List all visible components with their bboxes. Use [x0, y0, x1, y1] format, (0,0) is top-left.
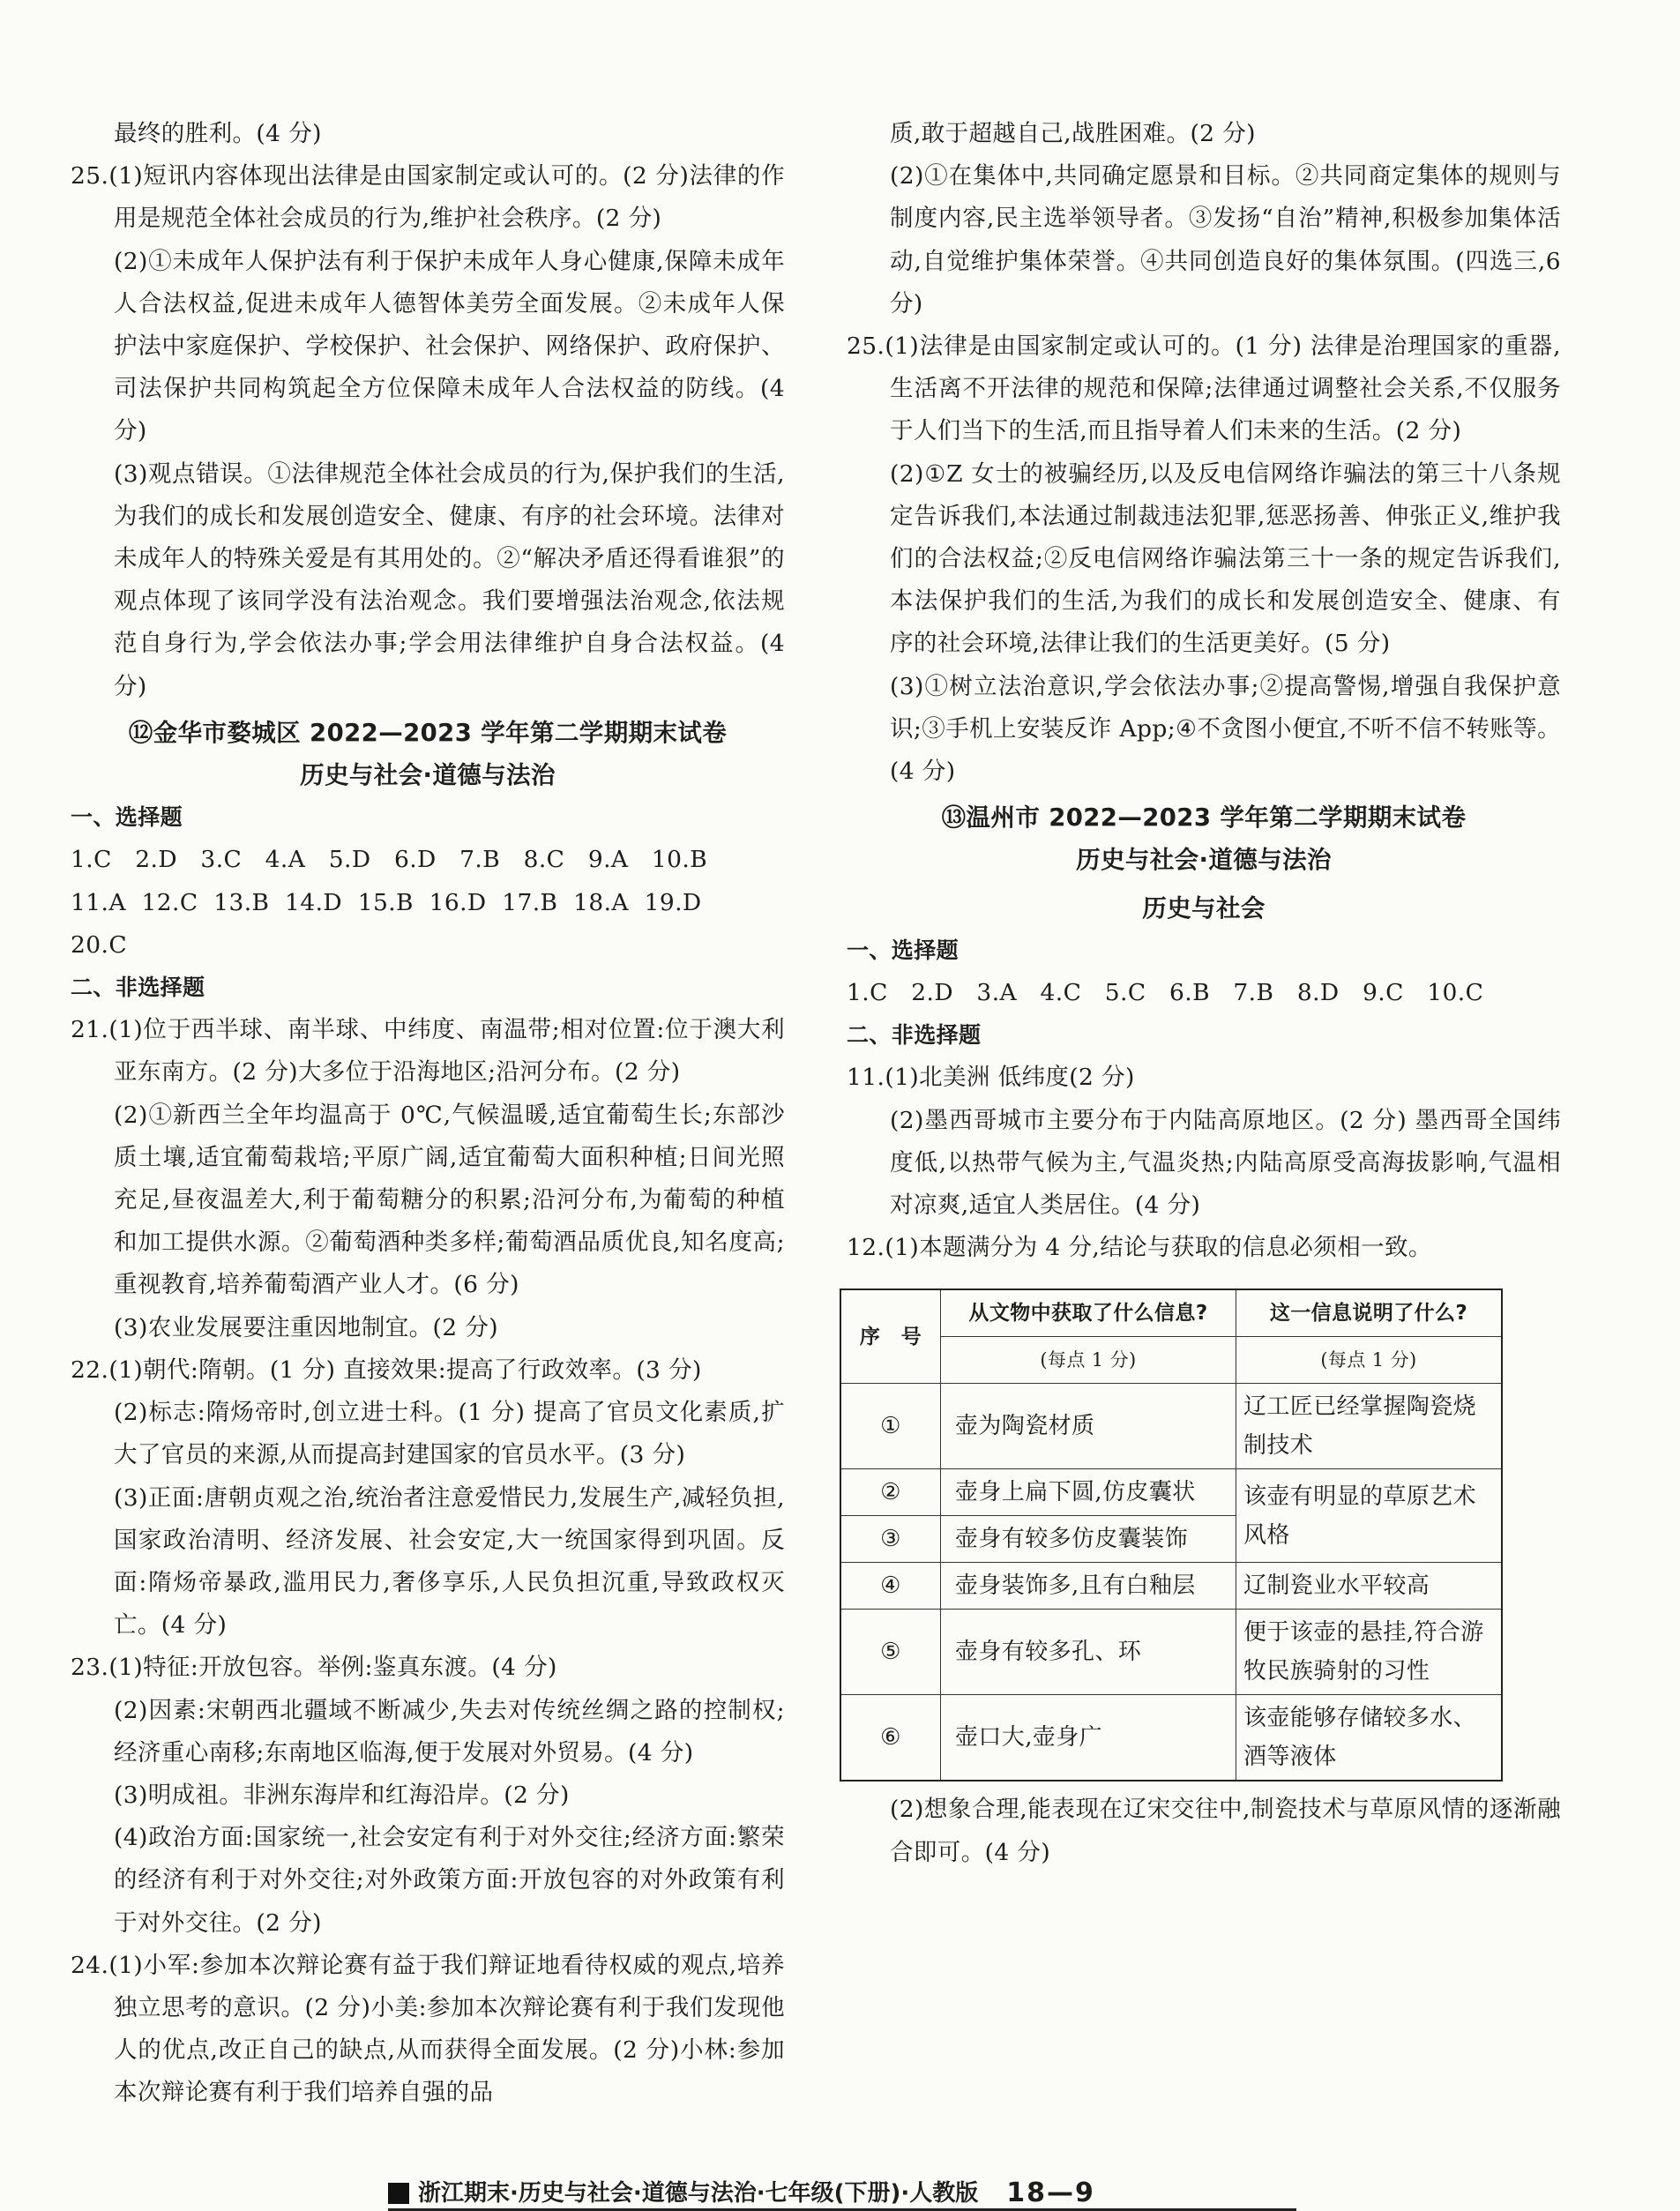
answer-paragraph: 质,敢于超越自己,战胜困难。(2 分) — [890, 120, 1256, 147]
answer-paragraph: (2)①在集体中,共同确定愿景和目标。②共同商定集体的规则与制度内容,民主选举领导者。③发扬“自治”精神,积极参加集体活动,自觉维护集体荣誉。④共同创造良好的集体氛围。(四选三,6 分) — [890, 162, 1561, 317]
answer-paragraph: 24.(1)小军:参加本次辩论赛有益于我们辩证地看待权威的观点,培养独立思考的意识。(2 分)小美:参加本次辩论赛有利于我们发现他人的优点,改正自己的缺点,从而获得全面发展。(2 分)小林:参加本次辩论赛有利于我们培养自强的品 — [71, 1951, 785, 2107]
left-column — [71, 113, 785, 2115]
section-13-subtitle: 历史与社会·道德与法治 — [1076, 846, 1332, 875]
table-header-no: 序 号 — [840, 1289, 941, 1384]
section-12-free-heading: 二、非选择题 — [71, 975, 205, 1001]
answer-paragraph: (3)正面:唐朝贞观之治,统治者注意爱惜民力,发展生产,减轻负担,国家政治清明、经济发展、社会安定,大一统国家得到巩固。反面:隋炀帝暴政,滥用民力,奢侈享乐,人民负担沉重,导致政权灭亡。(4 分) — [114, 1483, 785, 1640]
mcq-answers-line: 1.C 2.D 3.C 4.A 5.D 6.D 7.B 8.C 9.A 10.B — [71, 846, 708, 874]
answer-paragraph: (2)想象合理,能表现在辽宋交往中,制瓷技术与草原风情的逐渐融合即可。(4 分) — [890, 1796, 1561, 1866]
answer-paragraph: 22.(1)朝代:隋朝。(1 分) 直接效果:提高了行政效率。(3 分) — [71, 1356, 702, 1384]
answer-paragraph: (4)政治方面:国家统一,社会安定有利于对外交往;经济方面:繁荣的经济有利于对外交往;对外政策方面:开放包容的对外政策有利于对外交往。(2 分) — [114, 1824, 785, 1937]
left-answers-top — [71, 113, 785, 708]
answer-paragraph: 25.(1)法律是由国家制定或认可的。(1 分) 法律是治理国家的重器,生活离不开法律的规范和保障;法律通过调整社会关系,不仅服务于人们当下的生活,而且指导着人们未来的生活。(2 分) — [847, 332, 1561, 445]
answer-paragraph: (2)因素:宋朝西北疆域不断减少,失去对传统丝绸之路的控制权;经济重心南移;东南地区临海,便于发展对外贸易。(4 分) — [114, 1696, 785, 1767]
section-12-title: ⑫金华市婺城区 2022—2023 学年第二学期期末试卷 — [128, 718, 728, 747]
row-info: 壶身有较多仿皮囊装饰 — [941, 1516, 1236, 1563]
page-number: 18—9 — [1006, 2177, 1095, 2208]
answer-paragraph: (2)①新西兰全年均温高于 0℃,气候温暖,适宜葡萄生长;东部沙质土壤,适宜葡萄栽培;平原广阔,适宜葡萄大面积种植;日间光照充足,昼夜温差大,利于葡萄糖分的积累;沿河分布,为葡萄的种植和加工提供水源。②葡萄酒种类多样;葡萄酒品质优良,知名度高;重视教育,培养葡萄酒产业人才。(6 分) — [114, 1101, 785, 1299]
footer-text: 浙江期末·历史与社会·道德与法治·七年级(下册)·人教版 — [418, 2180, 979, 2207]
answer-paragraph: 12.(1)本题满分为 4 分,结论与获取的信息必须相一致。 — [847, 1234, 1432, 1262]
answer-paragraph: (2)墨西哥城市主要分布于内陆高原地区。(2 分) 墨西哥全国纬度低,以热带气候为主,气温炎热;内陆高原受高海拔影响,气温相对凉爽,适宜人类居住。(4 分) — [890, 1106, 1561, 1220]
table-row — [840, 1610, 1502, 1695]
row-meaning: 该壶能够存储较多水、酒等液体 — [1236, 1695, 1503, 1781]
answer-paragraph: (3)①树立法治意识,学会依法办事;②提高警惕,增强自我保护意识;③手机上安装反诈 App;④不贪图小便宜,不听不信不转账等。(4 分) — [890, 672, 1561, 786]
row-info: 壶身上扁下圆,仿皮囊状 — [941, 1469, 1236, 1516]
answer-paragraph: 21.(1)位于西半球、南半球、中纬度、南温带;相对位置:位于澳大利亚东南方。(2 分)大多位于沿海地区;沿河分布。(2 分) — [71, 1016, 785, 1087]
section-13-title: ⑬温州市 2022—2023 学年第二学期期末试卷 — [941, 803, 1467, 833]
row-no: ④ — [840, 1563, 941, 1610]
mcq-answers-line: 11.A 12.C 13.B 14.D 15.B 16.D 17.B 18.A 19.D — [71, 888, 702, 916]
answer-paragraph: 最终的胜利。(4 分) — [114, 120, 322, 147]
answer-paragraph: 23.(1)特征:开放包容。举例:鉴真东渡。(4 分) — [71, 1654, 557, 1682]
answer-paragraph: (3)农业发展要注重因地制宜。(2 分) — [114, 1313, 498, 1341]
row-no: ⑤ — [840, 1610, 941, 1695]
row-no: ① — [840, 1384, 941, 1469]
row-meaning: 便于该壶的悬挂,符合游牧民族骑射的习性 — [1236, 1610, 1503, 1695]
answer-paragraph: 11.(1)北美洲 低纬度(2 分) — [847, 1064, 1135, 1092]
footer-square-icon — [388, 2183, 409, 2204]
section-13-free-heading: 二、非选择题 — [847, 1022, 982, 1049]
row-no: ③ — [840, 1516, 941, 1563]
answer-paragraph: (2)①未成年人保护法有利于保护未成年人身心健康,保障未成年人合法权益,促进未成年人德智体美劳全面发展。②未成年人保护法中家庭保护、学校保护、社会保护、网络保护、政府保护、司法保护共同构筑起全方位保障未成年人合法权益的防线。(4 分) — [114, 247, 785, 445]
section-13-mcq-heading: 一、选择题 — [847, 937, 959, 963]
table-row — [840, 1384, 1502, 1469]
table-header-info: 从文物中获取了什么信息? — [941, 1289, 1236, 1337]
table-header-info-sub: (每点 1 分) — [941, 1337, 1236, 1384]
mcq-answers-line: 20.C — [71, 930, 128, 959]
table-row — [840, 1469, 1502, 1516]
right-column — [847, 113, 1561, 1874]
table-header-meaning: 这一信息说明了什么? — [1236, 1289, 1503, 1337]
row-no: ② — [840, 1469, 941, 1516]
section-12-subtitle: 历史与社会·道德与法治 — [300, 761, 556, 790]
answer-paragraph: 25.(1)短讯内容体现出法律是由国家制定或认可的。(2 分)法律的作用是规范全体社会成员的行为,维护社会秩序。(2 分) — [71, 162, 785, 233]
section-13-subject: 历史与社会 — [1142, 893, 1266, 922]
page-footer — [388, 2178, 1296, 2211]
right-answers-top — [847, 113, 1561, 793]
row-info: 壶为陶瓷材质 — [941, 1384, 1236, 1469]
row-meaning: 辽工匠已经掌握陶瓷烧制技术 — [1236, 1384, 1503, 1469]
mcq-answers-line: 1.C 2.D 3.A 4.C 5.C 6.B 7.B 8.D 9.C 10.C — [847, 979, 1484, 1007]
table-row — [840, 1563, 1502, 1610]
section-12-mcq-heading: 一、选择题 — [71, 804, 183, 831]
row-info: 壶身有较多孔、环 — [941, 1610, 1236, 1695]
answer-paragraph: (3)观点错误。①法律规范全体社会成员的行为,保护我们的生活,为我们的成长和发展创造安全、健康、有序的社会环境。法律对未成年人的特殊关爱是有其用处的。②“解决矛盾还得看谁狠”的观点体现了该同学没有法治观念。我们要增强法治观念,依法规范自身行为,学会依法办事;学会用法律维护自身合法权益。(4 分) — [114, 459, 785, 700]
answer-paragraph: (2)①Z 女士的被骗经历,以及反电信网络诈骗法的第三十八条规定告诉我们,本法通过制裁违法犯罪,惩恶扬善、伸张正义,维护我们的合法权益;②反电信网络诈骗法第三十一条的规定告诉我们,本法保护我们的生活,为我们的成长和发展创造安全、健康、有序的社会环境,法律让我们的生活更美好。(5 分) — [890, 459, 1561, 658]
row-info: 壶身装饰多,且有白釉层 — [941, 1563, 1236, 1610]
answer-paragraph: (3)明成祖。非洲东海岸和红海沿岸。(2 分) — [114, 1781, 570, 1809]
section-13-answers — [847, 1057, 1561, 1269]
table-row — [840, 1695, 1502, 1781]
row-meaning: 该壶有明显的草原艺术风格 — [1236, 1469, 1503, 1563]
row-no: ⑥ — [840, 1695, 941, 1781]
artifact-info-table — [840, 1289, 1503, 1781]
table-header-meaning-sub: (每点 1 分) — [1236, 1337, 1503, 1384]
row-info: 壶口大,壶身广 — [941, 1695, 1236, 1781]
section-12-answers — [71, 1009, 785, 2114]
answer-paragraph: (2)标志:隋炀帝时,创立进士科。(1 分) 提高了官员文化素质,扩大了官员的来源,从而提高封建国家的官员水平。(3 分) — [114, 1399, 785, 1469]
row-meaning: 辽制瓷业水平较高 — [1236, 1563, 1503, 1610]
